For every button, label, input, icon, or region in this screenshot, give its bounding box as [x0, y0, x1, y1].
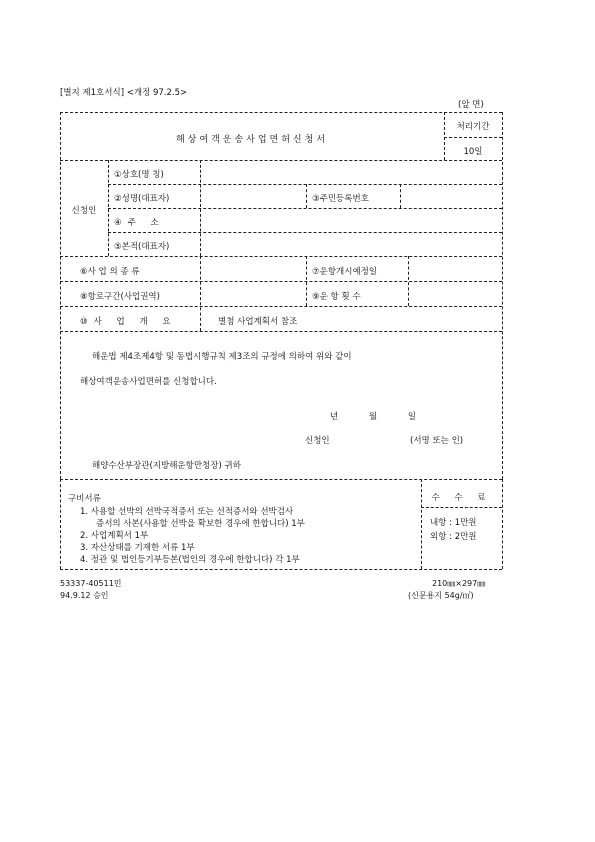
business-overview-label: ⑩사 업 개 요: [80, 317, 177, 327]
service-frequency-label: ⑨운 항 횟 수: [312, 292, 361, 302]
application-date: 년 월 일: [330, 412, 431, 422]
required-document-item: 4. 정관 및 법인등기부등본(법인의 경우에 한합니다) 각 1부: [80, 555, 300, 565]
registered-domicile-label: ⑤본적(대표자): [114, 242, 170, 252]
resident-number-label: ③주민등록번호: [312, 194, 369, 204]
company-name-label: ①상호(명 칭): [114, 170, 164, 180]
signature-placeholder: (서명 또는 인): [410, 436, 464, 446]
form-title: 해상여객운송사업면허신청서: [175, 135, 329, 145]
required-document-item: 2. 사업계획서 1부: [80, 531, 149, 541]
applicant-signature-label: 신청인: [305, 436, 330, 446]
applicant-group-label: 신청인: [71, 206, 97, 216]
approval-date: 94.9.12 승인: [60, 591, 109, 600]
required-document-item: 증서의 사본(사용할 선박을 확보한 경우에 한합니다) 1부: [96, 519, 305, 529]
fee-foreign: 외항 : 2만원: [430, 532, 477, 542]
processing-period-value: 10일: [463, 147, 483, 157]
service-start-date-label: ⑦운항개시예정일: [312, 267, 378, 277]
business-overview-value: 별첨 사업계획서 참조: [218, 317, 298, 327]
paper-type: (신문용지 54g/㎡): [408, 591, 474, 600]
processing-period-label: 처리기간: [456, 122, 490, 132]
page-side-label: (앞 면): [458, 100, 484, 110]
addressee: 해양수산부장관(지방해운항만청장) 귀하: [92, 461, 241, 471]
form-code: 53337-40511민: [60, 579, 122, 588]
required-document-item: 1. 사용할 선박의 선박국적증서 또는 선적증서와 선박검사: [80, 507, 294, 517]
required-documents-heading: 구비서류: [68, 494, 101, 504]
required-document-item: 3. 자산상태를 기재한 서류 1부: [80, 543, 195, 553]
paper-size: 210㎜×297㎜: [432, 579, 486, 588]
address-label: ④주 소: [114, 218, 165, 228]
route-section-label: ⑧항로구간(사업권역): [80, 292, 160, 302]
representative-name-label: ②성명(대표자): [114, 194, 170, 204]
form-reference: [별지 제1호서식] <개정 97.2.5>: [60, 88, 188, 98]
fee-domestic: 내항 : 1만원: [430, 518, 477, 528]
business-type-label: ⑥사 업 의 종 류: [80, 267, 140, 277]
statement-line-1: 해운법 제4조제4항 및 동법시행규칙 제3조의 규정에 의하여 위와 같이: [92, 352, 352, 362]
statement-line-2: 해상여객운송사업면허를 신청합니다.: [80, 377, 217, 387]
fee-label: 수 수 료: [431, 493, 492, 503]
